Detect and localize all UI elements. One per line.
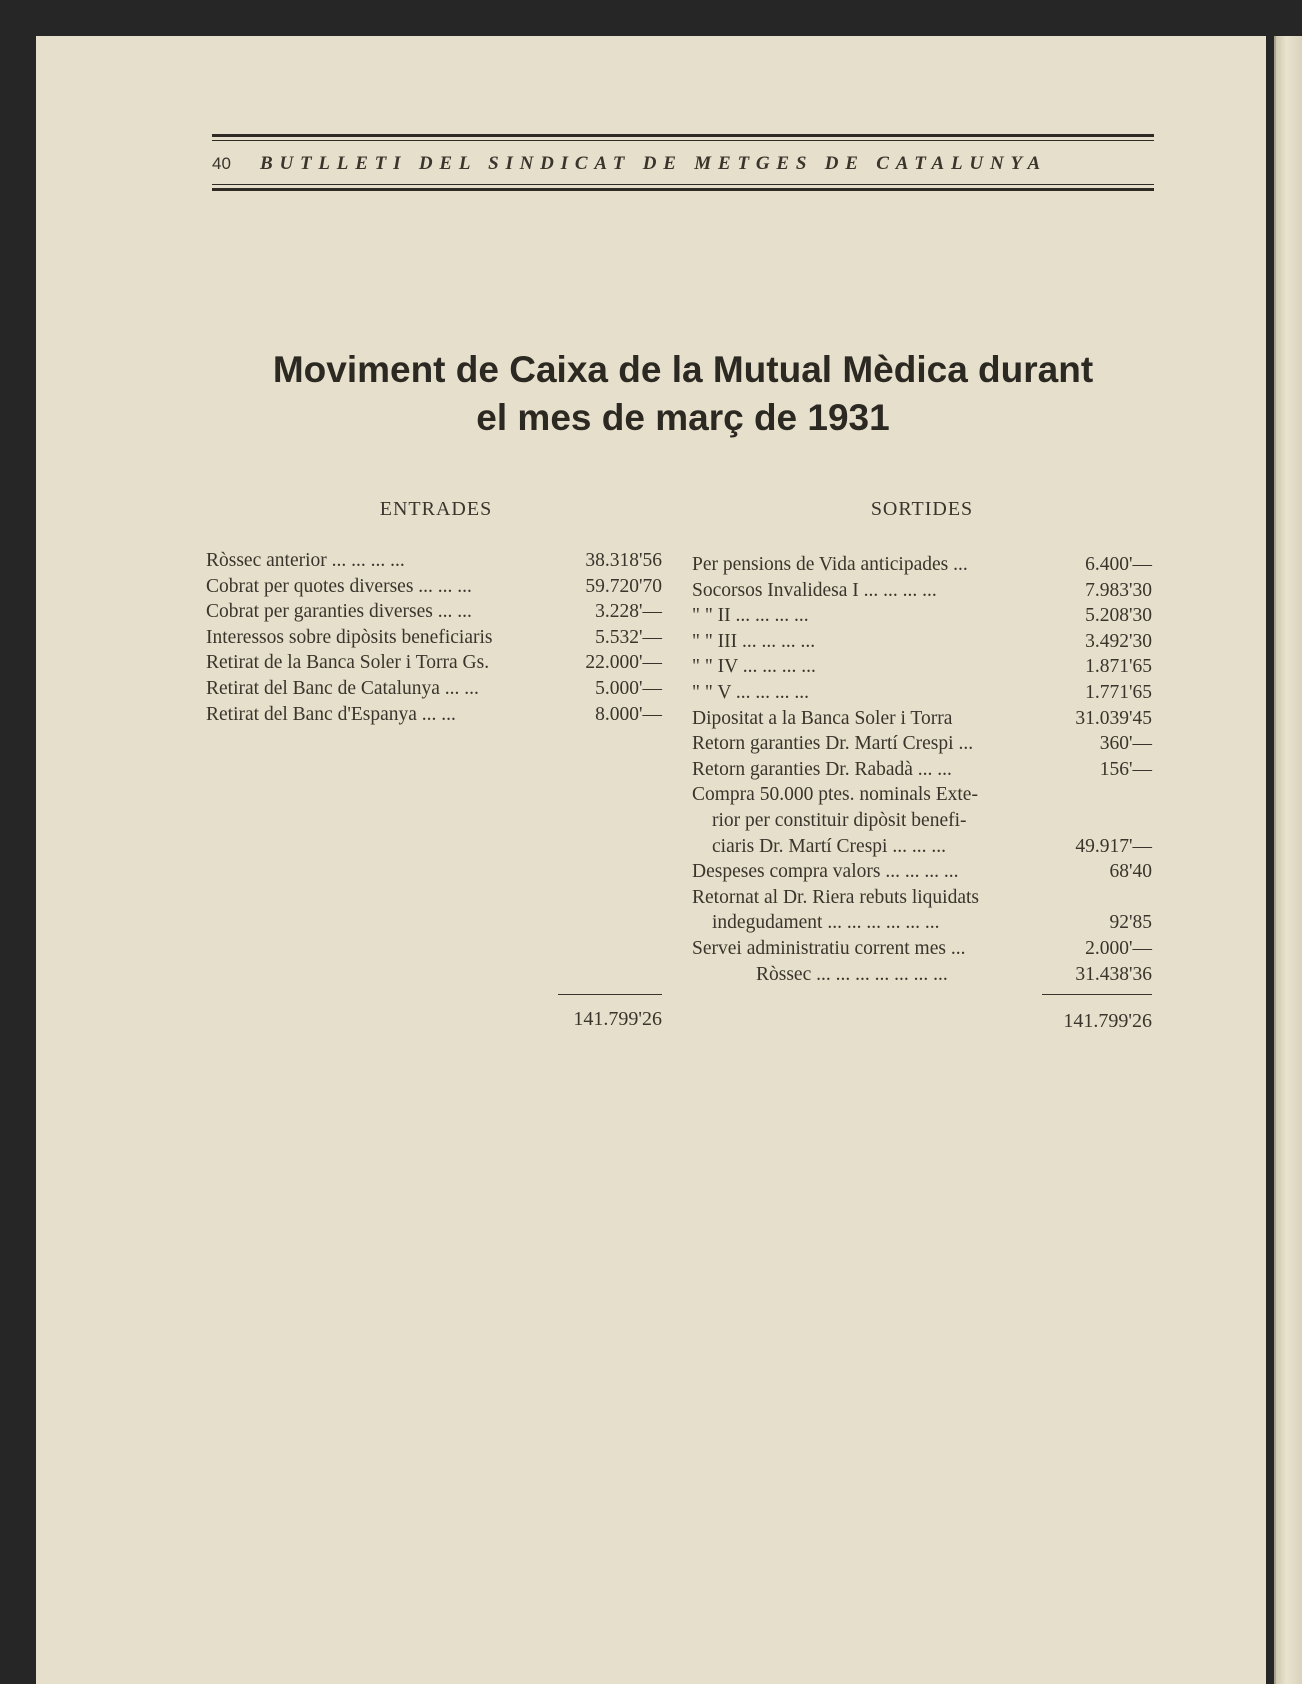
sortides-row-value: 5.208'30 — [1085, 605, 1152, 627]
running-header — [212, 150, 1154, 178]
sortides-row-label: Ròssec ... ... ... ... ... ... ... — [756, 963, 948, 985]
sortides-row-label: " " V ... ... ... ... — [692, 682, 810, 703]
sortides-row-value: 68'40 — [1109, 861, 1152, 883]
entrades-row-label: Cobrat per garanties diverses ... ... — [206, 601, 472, 623]
entrades-row-value: 8.000'— — [595, 703, 662, 725]
sortides-row-value: 31.438'36 — [1075, 963, 1152, 985]
sortides-row-label: Per pensions de Vida anticipades ... — [692, 554, 968, 575]
sortides-row-value: 3.492'30 — [1085, 630, 1152, 652]
entrades-row-label: Interessos sobre dipòsits beneficiaris — [206, 626, 493, 648]
sortides-sum-line — [1042, 994, 1152, 995]
page-title — [212, 346, 1154, 442]
entrades-row-value: 3.228'— — [595, 601, 662, 623]
sortides-row-label: Retorn garanties Dr. Rabadà ... ... — [692, 758, 952, 780]
sortides-row-value: 31.039'45 — [1075, 707, 1152, 729]
sortides-row-value: 6.400'— — [1085, 554, 1152, 575]
sortides-row-value: 1.771'65 — [1085, 682, 1152, 703]
header-rule-bottom-1 — [212, 184, 1154, 185]
sortides-row-label: Compra 50.000 ptes. nominals Exte- — [692, 784, 978, 806]
sortides-row-label: " " IV ... ... ... ... — [692, 656, 816, 678]
sortides-row-label: Retornat al Dr. Riera rebuts liquidats — [692, 886, 980, 908]
sortides-row-value: 156'— — [1099, 758, 1152, 780]
entrades-row-value: 5.532'— — [595, 626, 662, 648]
sortides-row-value: 360'— — [1099, 733, 1152, 755]
entrades-row-value: 5.000'— — [595, 678, 662, 699]
sortides-row-label: Despeses compra valors ... ... ... ... — [692, 861, 959, 883]
entrades-row-label: Cobrat per quotes diverses ... ... ... — [206, 575, 472, 597]
entrades-row-label: Ròssec anterior ... ... ... ... — [206, 550, 405, 571]
binding-edge — [1274, 36, 1302, 1684]
entrades-row-value: 59.720'70 — [585, 575, 662, 597]
sortides-row-label: indegudament ... ... ... ... ... ... — [712, 912, 940, 934]
page-number: 40 — [212, 154, 231, 173]
title-line-1: Moviment de Caixa de la Mutual Mèdica durant — [272, 349, 1094, 390]
sortides-row-label: " " II ... ... ... ... — [692, 605, 809, 627]
sortides-row-label: Retorn garanties Dr. Martí Crespi ... — [692, 733, 974, 755]
journal-title: BUTLLETI DEL SINDICAT DE METGES DE CATALUNYA — [260, 153, 1047, 174]
entrades-heading: ENTRADES — [379, 498, 493, 520]
entrades-row-label: Retirat del Banc d'Espanya ... ... — [206, 703, 456, 725]
entrades-row-label: Retirat del Banc de Catalunya ... ... — [206, 678, 479, 699]
sortides-heading: SORTIDES — [870, 498, 974, 520]
sortides-row-label: Servei administratiu corrent mes ... — [692, 938, 966, 959]
sortides-row-label: Socorsos Invalidesa I ... ... ... ... — [692, 579, 937, 601]
sortides-row-value: 92'85 — [1109, 912, 1152, 934]
sortides-row-label: " " III ... ... ... ... — [692, 630, 816, 652]
header-rule-bottom-2 — [212, 188, 1154, 191]
sortides-row-value: 49.917'— — [1075, 835, 1152, 857]
entrades-sum-line — [558, 994, 662, 995]
sortides-total: 141.799'26 — [1063, 1010, 1152, 1032]
title-line-2: el mes de març de 1931 — [476, 397, 890, 438]
entrades-row-value: 38.318'56 — [585, 550, 662, 571]
sortides-row-value: 1.871'65 — [1085, 656, 1152, 678]
entrades-row-label: Retirat de la Banca Soler i Torra Gs. — [206, 652, 490, 674]
sortides-row-label: ciaris Dr. Martí Crespi ... ... ... — [712, 835, 946, 857]
entrades-row-value: 22.000'— — [585, 652, 662, 674]
sortides-row-value: 7.983'30 — [1085, 579, 1152, 601]
entrades-total: 141.799'26 — [573, 1008, 662, 1030]
header-rule-top-2 — [212, 140, 1154, 141]
sortides-row-label: Dipositat a la Banca Soler i Torra — [692, 707, 953, 729]
header-rule-top-1 — [212, 134, 1154, 137]
sortides-row-label: rior per constituir dipòsit benefi- — [712, 810, 967, 831]
sortides-row-value: 2.000'— — [1085, 938, 1152, 959]
